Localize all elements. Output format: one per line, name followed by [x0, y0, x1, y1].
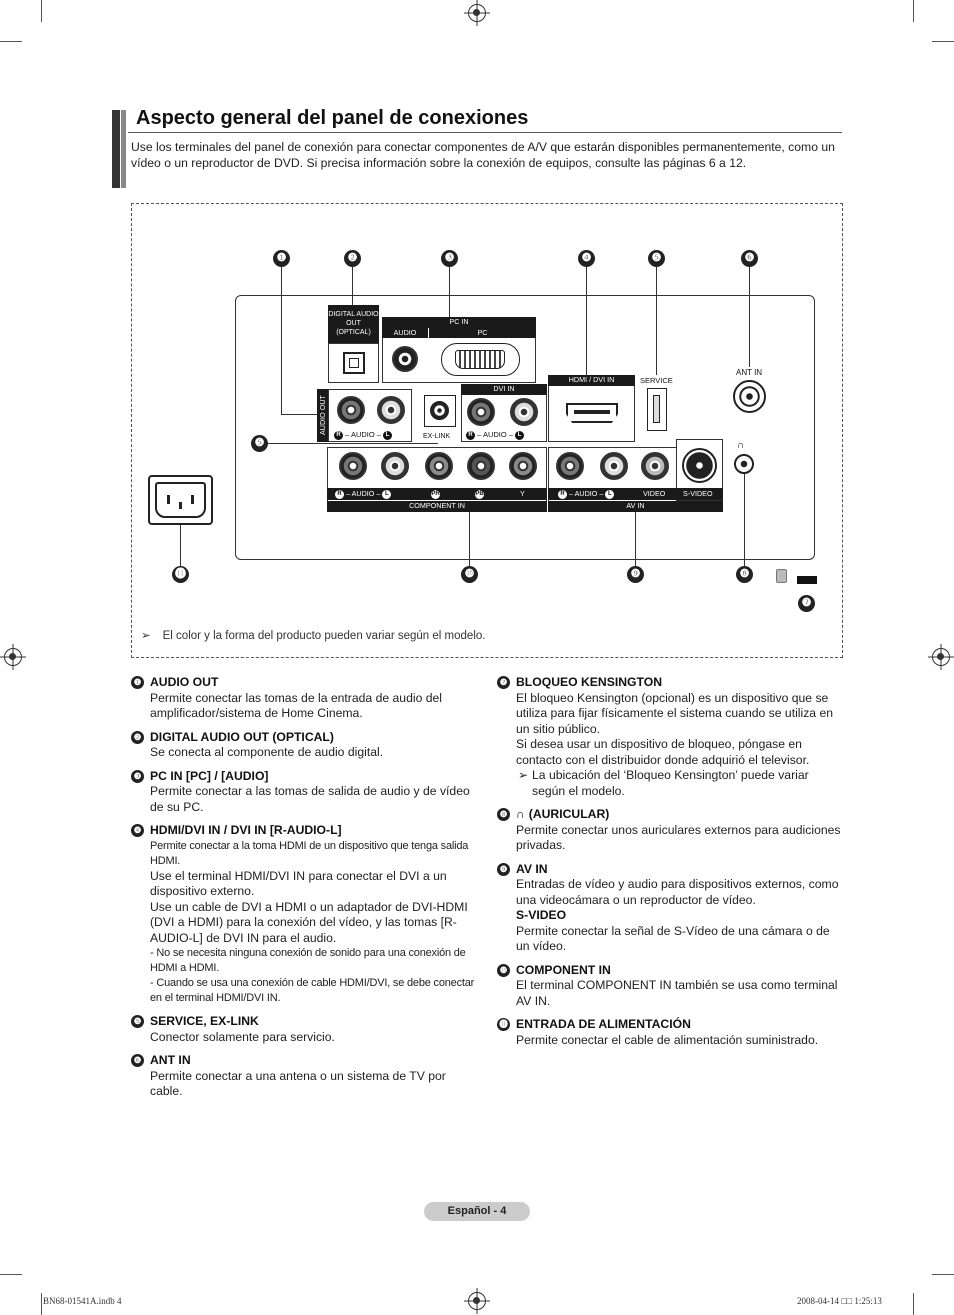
hdmi-port [566, 403, 618, 423]
item-digital-audio-out: ❷ DIGITAL AUDIO OUT (OPTICAL) Se conecta al componente de audio digital. [131, 730, 476, 761]
callout-7: ❼ [798, 595, 815, 612]
leader-line [281, 267, 282, 414]
digital-audio-out-label: DIGITAL AUDIO OUT (OPTICAL) [328, 305, 379, 343]
item-hdmi-dvi-in: ❹ HDMI/DVI IN / DVI IN [R-AUDIO-L] Permite conectar a la toma HDMI de un dispositivo que tenga salida HDMI. Use el terminal HDMI/DVI IN para conectar el DVI a un dispositivo externo. Use un cable de DVI a HDMI o un adaptador de DVI-HDMI (DVI a HDMI) para la conexión del vídeo, y las tomas [R-AUDIO-L] de DVI IN para el audio. - No se necesita ninguna conexión de sonido para una conexión de HDMI a HDMI. - Cuando se usa una conexión de cable HDMI/DVI, se debe conectar en el terminal HDMI/DVI IN. [131, 823, 476, 1006]
leader-line [268, 443, 438, 444]
ex-link-port-box [424, 395, 456, 427]
callout-2: ❷ [344, 250, 361, 267]
pc-label: PC [429, 328, 536, 338]
crop-mark [913, 0, 914, 22]
kensington-lock-icon [776, 569, 787, 583]
component-in-label: COMPONENT IN [327, 501, 547, 512]
leader-line [352, 267, 353, 305]
item-audio-out: ❶ AUDIO OUT Permite conectar las tomas de la entrada de audio del amplificador/sistema de Home Cinema. [131, 675, 476, 722]
crop-mark [0, 41, 22, 42]
note-arrow-icon: ➢ [518, 768, 529, 782]
page-title: Aspecto general del panel de conexiones [136, 107, 529, 129]
pc-audio-label: AUDIO [382, 328, 429, 338]
comp-audio-l-jack [381, 452, 409, 480]
comp-y-jack [509, 452, 537, 480]
av-audio-r-jack [556, 452, 584, 480]
crop-mark [932, 41, 954, 42]
title-rule [128, 132, 842, 133]
leader-line [744, 472, 745, 566]
comp-pb-jack [467, 452, 495, 480]
leader-line [635, 512, 636, 566]
vga-port [441, 343, 520, 376]
pc-audio-jack [392, 346, 418, 372]
ex-link-label: EX-LINK [423, 433, 451, 440]
dvi-audio-r-jack [467, 398, 495, 426]
kensington-slot [797, 576, 817, 584]
pc-in-label: PC IN [382, 317, 536, 328]
description-column-right [497, 675, 842, 1056]
leader-line [586, 267, 587, 376]
service-usb-port [647, 388, 667, 431]
av-video-jack [641, 452, 669, 480]
crop-mark [913, 1293, 914, 1315]
av-in-label: AV IN [548, 501, 723, 512]
dvi-audio-rl-label: R – AUDIO – L [466, 430, 524, 440]
page-number: Español - 4 [424, 1202, 530, 1221]
registration-mark-icon [4, 648, 22, 666]
leader-line [180, 523, 181, 566]
comp-audio-r-jack [339, 452, 367, 480]
crop-mark [0, 1274, 22, 1275]
audio-out-rl-label: R – AUDIO – L [334, 430, 392, 440]
service-label: SERVICE [640, 376, 673, 385]
item-kensington: ❼ BLOQUEO KENSINGTON El bloqueo Kensington (opcional) es un dispositivo que se utiliza para fijar físicamente el sistema cuando se utiliza en un sitio público. Si desea usar un dispositivo de bloqueo, póngase en contacto con el distribuidor donde adquirió el televisor. ➢ La ubicación del ‘Bloqueo Kensington’ puede variar según el modelo. [497, 675, 842, 799]
callout-9: ❾ [627, 566, 644, 583]
power-inlet [148, 475, 213, 525]
diagram-note: ➢ El color y la forma del producto pueden variar según el modelo. [141, 630, 486, 642]
dvi-audio-l-jack [510, 398, 538, 426]
item-service-ex-link: ❺ SERVICE, EX-LINK Conector solamente para servicio. [131, 1014, 476, 1045]
callout-5: ❺ [648, 250, 665, 267]
callout-1: ❶ [273, 250, 290, 267]
ant-in-port [733, 380, 766, 413]
audio-out-l-jack [377, 396, 405, 424]
headphone-icon: ∩ [516, 807, 525, 821]
print-date: 2008-04-14 □□ 1:25:13 [797, 1296, 882, 1306]
item-component-in: ❿ COMPONENT IN El terminal COMPONENT IN también se usa como terminal AV IN. [497, 963, 842, 1010]
leader-line [449, 267, 450, 318]
audio-out-label: AUDIO OUT [317, 389, 328, 442]
crop-mark [41, 1293, 42, 1315]
s-video-port [682, 448, 717, 483]
item-headphone: ❽ ∩ (AURICULAR) Permite conectar unos auriculares externos para audiciones privadas. [497, 807, 842, 854]
callout-6: ❻ [741, 250, 758, 267]
callout-5b: ❺ [251, 435, 268, 452]
item-power-input: ⓫ ENTRADA DE ALIMENTACIÓN Permite conectar el cable de alimentación suministrado. [497, 1017, 842, 1048]
comp-label-strip: R – AUDIO – L PR PB Y [327, 488, 547, 500]
leader-line [656, 267, 657, 375]
ant-in-label: ANT IN [736, 368, 763, 377]
callout-10: ❿ [461, 566, 478, 583]
title-accent-bar [121, 110, 126, 188]
av-audio-l-jack [600, 452, 628, 480]
av-label-strip: R – AUDIO – L VIDEO S-VIDEO [548, 488, 723, 500]
callout-4: ❹ [578, 250, 595, 267]
leader-line [281, 414, 317, 415]
description-column-left [131, 675, 476, 1108]
intro-text: Use los terminales del panel de conexión para conectar componentes de A/V que estarán disponibles permanentemente, como un vídeo o un reproductor de DVD. Si precisa información sobre la conexión de equipos, consulte las páginas 6 a 12. [131, 140, 835, 170]
callout-11: ⓫ [172, 566, 189, 583]
comp-pr-jack [425, 452, 453, 480]
registration-mark-icon [468, 1292, 486, 1310]
crop-mark [932, 1274, 954, 1275]
leader-line [749, 267, 750, 367]
audio-out-r-jack [337, 396, 365, 424]
callout-8: ❽ [736, 566, 753, 583]
dvi-in-label: DVI IN [461, 384, 547, 395]
item-pc-in: ❸ PC IN [PC] / [AUDIO] Permite conectar a las tomas de salida de audio y de vídeo de su PC. [131, 769, 476, 816]
headphone-icon: ∩ [737, 440, 745, 451]
registration-mark-icon [468, 4, 486, 22]
file-name: BN68-01541A.indb 4 [43, 1296, 122, 1306]
registration-mark-icon [932, 648, 950, 666]
item-av-in: ❾ AV IN Entradas de vídeo y audio para dispositivos externos, como una videocámara o un reproductor de vídeo. S-VIDEO Permite conectar la señal de S-Vídeo de una cámara o de un vídeo. [497, 862, 842, 955]
optical-port [328, 343, 379, 383]
headphone-jack [734, 454, 754, 474]
callout-3: ❸ [441, 250, 458, 267]
hdmi-dvi-in-label: HDMI / DVI IN [548, 375, 635, 386]
item-ant-in: ❻ ANT IN Permite conectar a una antena o un sistema de TV por cable. [131, 1053, 476, 1100]
leader-line [469, 512, 470, 566]
title-accent-bar [112, 110, 120, 188]
crop-mark [41, 0, 42, 22]
